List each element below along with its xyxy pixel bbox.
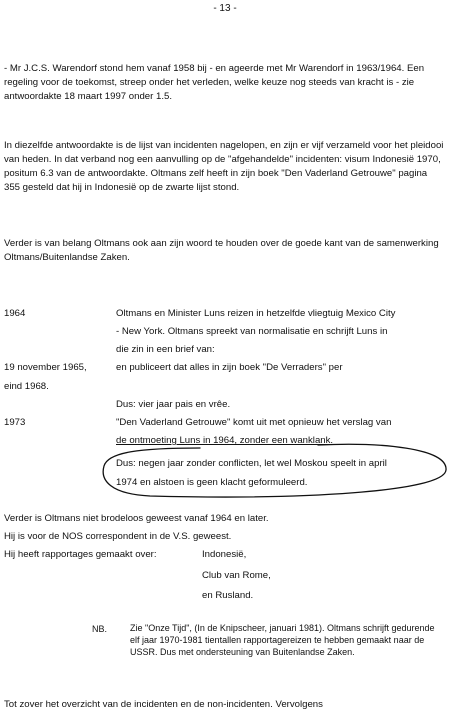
timeline-dus-2-line-2: 1974 en alstoen is geen klacht geformuleerd. (116, 477, 308, 488)
nb-text: Zie "Onze Tijd", (In de Knipscheer, januari 1981). Oltmans schrijft gedurende elf jaar 1970-1981 tientallen rapportagereizen te hebben gemaakt naar de USSR. Dus met ondersteuning van Buitenlandse Zaken. (130, 623, 435, 657)
closing-line: Tot zover het overzicht van de incidenten en de non-incidenten. Vervolgens (4, 699, 323, 710)
after-line-1: Verder is Oltmans niet brodeloos geweest vanaf 1964 en later. (4, 513, 269, 524)
timeline-eind-1968: eind 1968. (4, 381, 49, 392)
timeline-nov-1965-text: en publiceert dat alles in zijn boek "De Verraders" per (116, 362, 343, 373)
timeline-1973-line-2: de ontmoeting Luns in 1964, zonder een wanklank. (116, 435, 334, 446)
paragraph-samenwerking: Verder is van belang Oltmans ook aan zijn woord te houden over de goede kant van de samenwerking Oltmans/Buitenlandse Zaken. (4, 238, 439, 263)
rapportage-item-club-van-rome: Club van Rome, (202, 570, 271, 581)
timeline-dus-1: Dus: vier jaar pais en vrêe. (116, 399, 231, 410)
timeline-year-1973: 1973 (4, 417, 26, 428)
rapportage-item-indonesie: Indonesië, (202, 549, 247, 560)
timeline-dus-2-line-1: Dus: negen jaar zonder conflicten, let wel Moskou speelt in april (116, 458, 387, 469)
paragraph-warendorf: - Mr J.C.S. Warendorf stond hem vanaf 1958 bij - en ageerde met Mr Warendorf in 1963/1964. Een regeling voor de toekomst, streep onder het verleden, welke keuze nog steeds van kracht is - zie antwoordakte 18 maart 1997 onder 1.5. (4, 63, 425, 102)
timeline-1964-line-3: die zin in een brief van: (116, 344, 215, 355)
rapportage-item-rusland: en Rusland. (202, 590, 254, 601)
nb-label: NB. (92, 624, 108, 634)
page-number: - 13 - (213, 3, 237, 14)
timeline-1964-line-2: - New York. Oltmans spreekt van normalisatie en schrijft Luns in (116, 326, 388, 337)
after-line-3-label: Hij heeft rapportages gemaakt over: (4, 549, 157, 560)
after-line-2: Hij is voor de NOS correspondent in de V.S. geweest. (4, 531, 232, 542)
timeline-year-1964: 1964 (4, 308, 26, 319)
paragraph-incidenten: In diezelfde antwoordakte is de lijst van incidenten nagelopen, en zijn er vijf verzameld voor het pleidooi van heden. In dat verband nog een aanvulling op de "afgehandelde" incidenten: visum Indonesië 1970, positum 6.3 van de antwoordakte. Oltmans zelf heeft in zijn boek "Den Vaderland Getrouwe" pagina 355 gesteld dat hij in Indonesië op de zwarte lijst stond. (4, 140, 444, 193)
timeline-1964-line-1: Oltmans en Minister Luns reizen in hetzelfde vliegtuig Mexico City (116, 308, 396, 319)
timeline-date-nov-1965: 19 november 1965, (4, 362, 87, 373)
timeline-1973-line-1: "Den Vaderland Getrouwe" komt uit met opnieuw het verslag van (116, 417, 392, 428)
